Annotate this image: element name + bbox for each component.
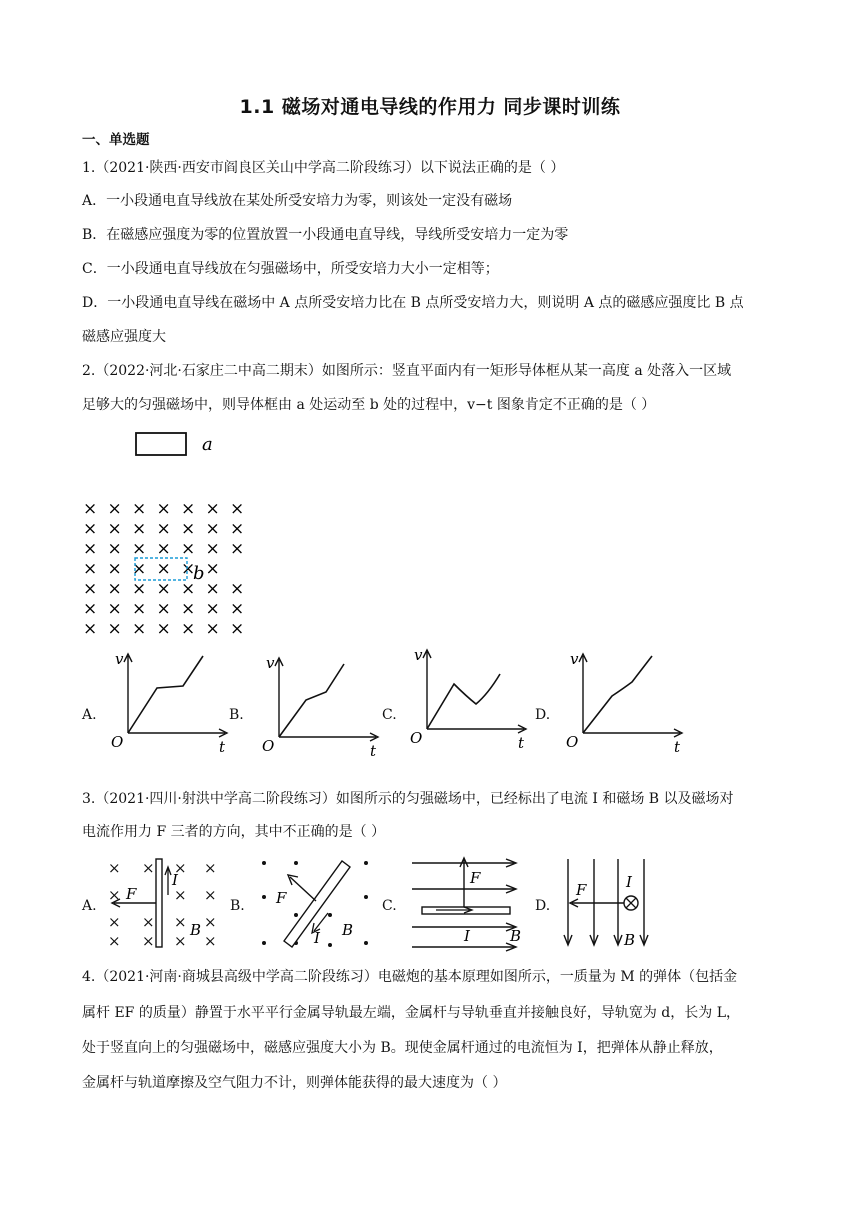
field-cross: × (107, 499, 122, 519)
frame-at-a (136, 433, 186, 455)
field-cross: × (205, 499, 220, 519)
origin: O (410, 729, 423, 747)
field-cross: × (132, 519, 147, 539)
svg-text:×: × (204, 913, 217, 931)
field-cross: × (83, 539, 98, 559)
field-cross: × (132, 599, 147, 619)
axis-t: t (219, 738, 226, 756)
label-I: I (626, 873, 632, 891)
svg-text:×: × (108, 886, 121, 904)
label-B: B (342, 921, 354, 939)
field-cross: × (83, 519, 98, 539)
field-cross: × (230, 499, 245, 519)
field-cross: × (205, 519, 220, 539)
label-B: B (624, 931, 636, 949)
q1-option-a: A．一小段通电直导线放在某处所受安培力为零，则该处一定没有磁场 (82, 193, 513, 209)
field-cross: × (156, 519, 171, 539)
vt-curve-b (279, 664, 344, 737)
q3-stem: 3.（2021·四川·射洪中学高二阶段练习）如图所示的匀强磁场中，已经标出了电流 I 和磁场 B 以及磁场对 (82, 791, 734, 807)
axis-v: v (266, 654, 275, 672)
vt-curve-d (583, 656, 652, 733)
q2-option-a-label: A. (82, 707, 97, 723)
q2-graph-b (256, 652, 386, 762)
field-cross: × (181, 619, 196, 635)
field-cross: × (230, 519, 245, 539)
field-cross: × (156, 559, 171, 579)
axis-v: v (570, 650, 579, 668)
field-cross: × (230, 539, 245, 559)
field-cross: × (132, 559, 147, 579)
svg-text:×: × (108, 913, 121, 931)
q3-option-a-label: A. (82, 898, 97, 914)
field-cross: × (107, 539, 122, 559)
svg-text:×: × (174, 932, 187, 950)
field-cross: × (132, 539, 147, 559)
q4-stem-3: 处于竖直向上的匀强磁场中，磁感应强度大小为 B。现使金属杆通过的电流恒为 I，把弹体从静止释放， (82, 1040, 723, 1056)
origin: O (566, 733, 579, 751)
q3-figure-b (254, 855, 374, 955)
field-cross: × (83, 599, 98, 619)
origin: O (262, 737, 275, 755)
q1-option-c: C．一小段通电直导线放在匀强磁场中，所受安培力大小一定相等； (82, 261, 499, 277)
svg-text:×: × (142, 932, 155, 950)
label-F: F (576, 881, 587, 899)
field-cross: × (181, 499, 196, 519)
q3-figure-c (406, 855, 526, 955)
label-a: a (202, 434, 213, 455)
field-cross: × (205, 559, 220, 579)
svg-text:×: × (174, 913, 187, 931)
label-F: F (470, 869, 481, 887)
q2-option-d-label: D. (535, 707, 551, 723)
label-B: B (510, 927, 522, 945)
page-title: 1.1 磁场对通电导线的作用力 同步课时训练 (239, 96, 621, 118)
field-cross: × (83, 559, 98, 579)
field-cross: × (205, 539, 220, 559)
svg-text:×: × (108, 859, 121, 877)
q3-figure-d (558, 855, 678, 955)
q4-stem-2: 属杆 EF 的质量）静置于水平平行金属导轨最左端，金属杆与导轨垂直并接触良好，导轨宽为 d，长为 L， (82, 1005, 740, 1021)
field-cross: × (205, 599, 220, 619)
field-cross: × (156, 499, 171, 519)
axis-v: v (115, 650, 124, 668)
q2-graph-c (404, 644, 534, 754)
svg-text:×: × (142, 913, 155, 931)
q2-stem-cont: 足够大的匀强磁场中，则导体框由 a 处运动至 b 处的过程中，v−t 图象肯定不正确的是（ ） (82, 397, 656, 413)
q2-field-figure (80, 425, 270, 635)
q2-graph-d (560, 648, 690, 758)
wire (156, 859, 162, 947)
q1-option-d-cont: 磁感应强度大 (82, 329, 166, 345)
field-cross: × (107, 619, 122, 635)
svg-text:×: × (108, 932, 121, 950)
field-cross: × (156, 579, 171, 599)
svg-text:×: × (204, 932, 217, 950)
field-cross: × (132, 579, 147, 599)
axis-v: v (414, 646, 423, 664)
field-cross: × (132, 619, 147, 635)
field-cross: × (181, 559, 196, 579)
field-cross: × (107, 579, 122, 599)
q3-option-b-label: B. (230, 898, 245, 914)
field-cross: × (205, 619, 220, 635)
q4-stem-4: 金属杆与轨道摩擦及空气阻力不计，则弹体能获得的最大速度为（ ） (82, 1075, 507, 1091)
field-cross: × (181, 519, 196, 539)
vt-curve-a (128, 656, 203, 733)
magnetic-field-crosses (83, 499, 244, 635)
q3-stem-cont: 电流作用力 F 三者的方向，其中不正确的是（ ） (82, 824, 386, 840)
field-cross: × (230, 599, 245, 619)
svg-text:×: × (204, 859, 217, 877)
q3-option-c-label: C. (382, 898, 397, 914)
q2-stem: 2.（2022·河北·石家庄二中高二期末）如图所示：竖直平面内有一矩形导体框从某一高度 a 处落入一区域 (82, 363, 732, 379)
field-cross: × (205, 579, 220, 599)
axis-t: t (370, 742, 377, 760)
field-cross: × (83, 579, 98, 599)
label-B: B (190, 921, 202, 939)
section-heading: 一、单选题 (82, 132, 150, 148)
label-F: F (276, 889, 287, 907)
q2-option-b-label: B. (229, 707, 244, 723)
field-cross: × (107, 599, 122, 619)
q4-stem-1: 4.（2021·河南·商城县高级中学高二阶段练习）电磁炮的基本原理如图所示，一质量为 M 的弹体（包括金 (82, 969, 738, 985)
field-cross: × (156, 539, 171, 559)
q3-figure-a (104, 855, 224, 955)
axis-t: t (674, 738, 681, 756)
field-cross: × (107, 559, 122, 579)
q2-graph-a (105, 648, 235, 758)
field-cross: × (83, 619, 98, 635)
origin: O (111, 733, 124, 751)
svg-text:×: × (174, 859, 187, 877)
q1-option-d: D．一小段通电直导线在磁场中 A 点所受安培力比在 B 点所受安培力大，则说明 A 点的磁感应强度比 B 点 (82, 295, 744, 311)
label-I: I (464, 927, 470, 945)
q1-stem: 1.（2021·陕西·西安市阎良区关山中学高二阶段练习）以下说法正确的是（ ） (82, 160, 565, 176)
field-cross: × (230, 619, 245, 635)
svg-text:×: × (142, 859, 155, 877)
label-I: I (172, 871, 178, 889)
label-I: I (314, 929, 320, 947)
field-cross: × (83, 499, 98, 519)
label-F: F (126, 885, 137, 903)
field-cross: × (156, 619, 171, 635)
field-cross: × (181, 579, 196, 599)
q3-option-d-label: D. (535, 898, 551, 914)
field-cross: × (230, 579, 245, 599)
label-b: b (193, 563, 205, 584)
field-cross: × (181, 599, 196, 619)
svg-text:×: × (174, 886, 187, 904)
field-cross: × (132, 499, 147, 519)
svg-text:×: × (204, 886, 217, 904)
field-cross: × (181, 539, 196, 559)
field-cross: × (156, 599, 171, 619)
field-cross: × (107, 519, 122, 539)
q2-option-c-label: C. (382, 707, 397, 723)
q1-option-b: B．在磁感应强度为零的位置放置一小段通电直导线，导线所受安培力一定为零 (82, 227, 569, 243)
axis-t: t (518, 734, 525, 752)
vt-curve-c (427, 674, 500, 729)
